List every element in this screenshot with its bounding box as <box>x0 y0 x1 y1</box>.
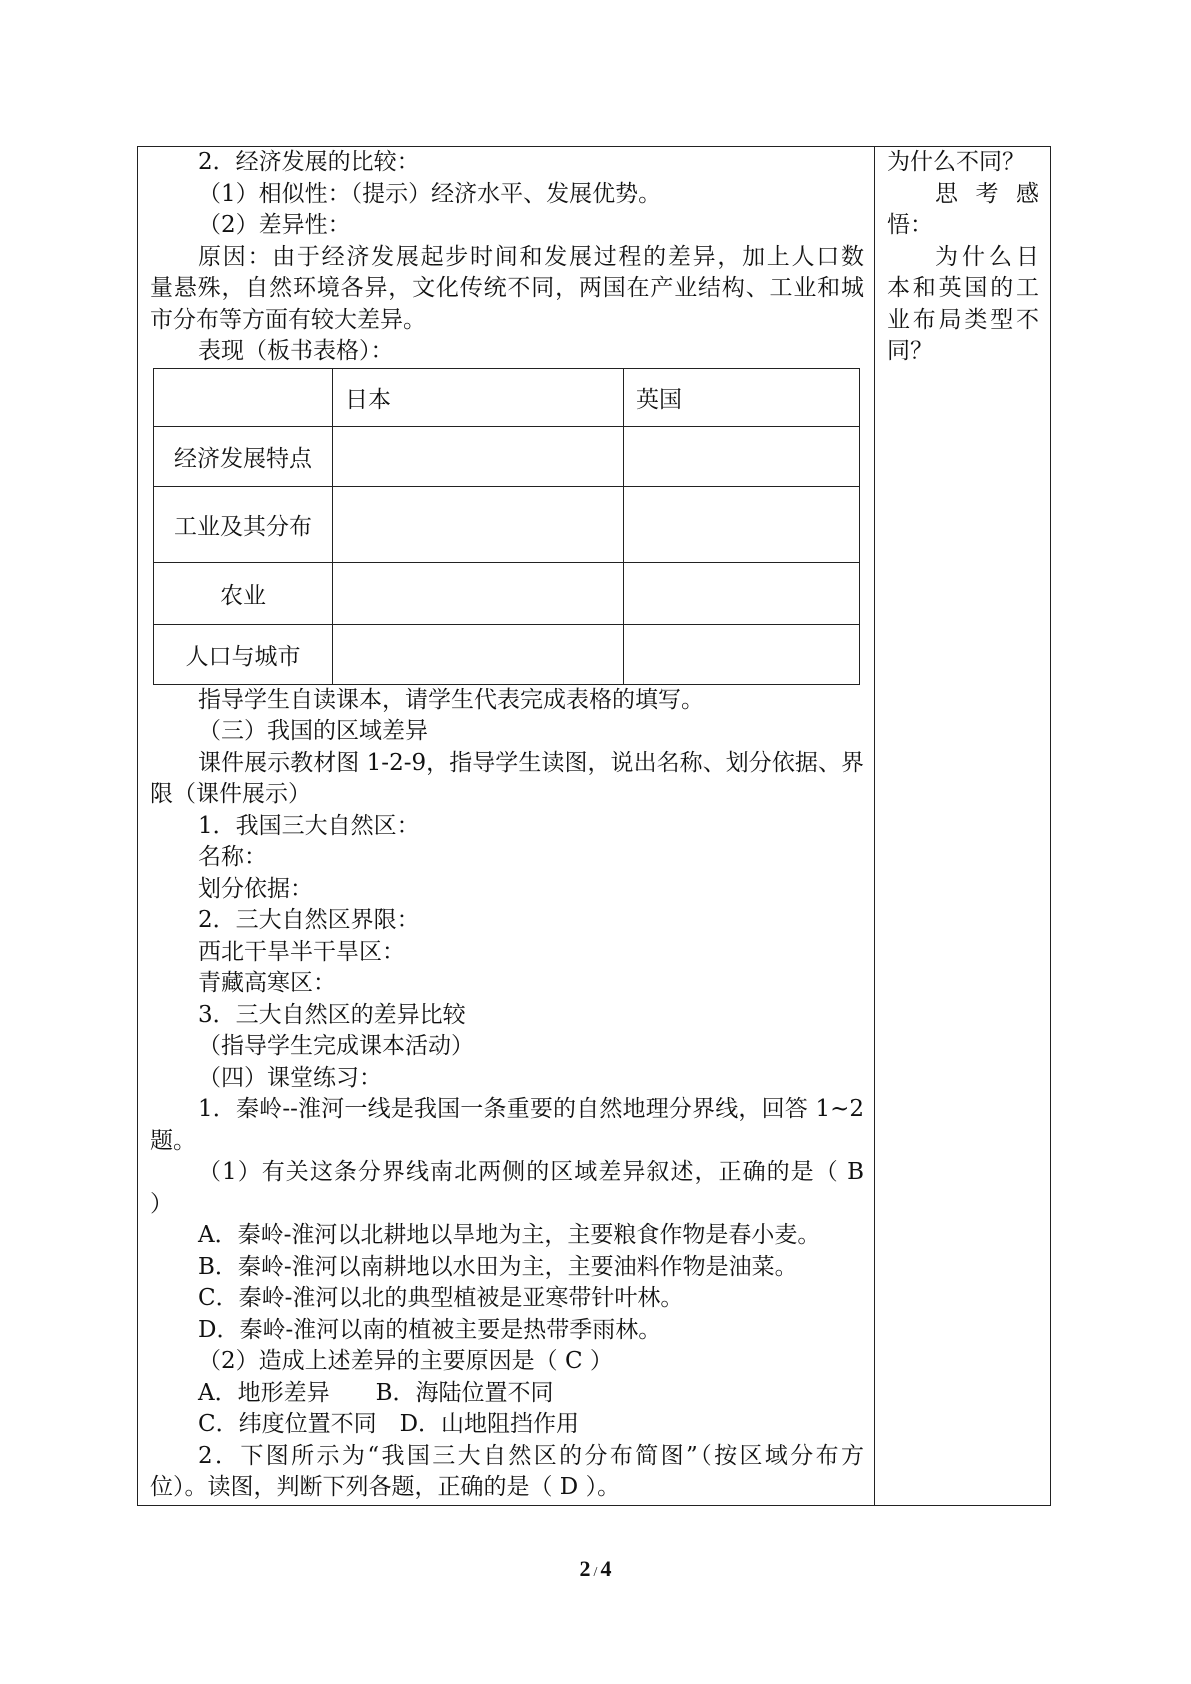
question-1-2-stem: （2）造成上述差异的主要原因是（ C ） <box>198 1348 613 1374</box>
row-label-agriculture: 农业 <box>154 563 333 625</box>
reason-line: 量悬殊，自然环境各异，文化传统不同，两国在产业结构、工业和城 <box>150 275 864 301</box>
question-1-1-option: A．秦岭-淮河以北耕地以旱地为主，主要粮食作物是春小麦。 <box>198 1222 821 1248</box>
question-1-stem: 题。 <box>150 1127 196 1154</box>
table-intro-line: 表现（板书表格）： <box>198 338 394 364</box>
regional-item: 青藏高寒区： <box>198 970 336 996</box>
margin-note-line: 悟： <box>887 212 933 238</box>
cell-uk-agriculture <box>624 563 860 625</box>
question-1-1-stem: （1）有关这条分界线南北两侧的区域差异叙述，正确的是（ B <box>198 1159 864 1185</box>
regional-item: 2．三大自然区界限： <box>198 907 420 933</box>
reason-line: 原因：由于经济发展起步时间和发展过程的差异，加上人口数 <box>198 243 864 270</box>
reason-line: 市分布等方面有较大差异。 <box>150 306 426 333</box>
question-1-1-option: B．秦岭-淮河以南耕地以水田为主，主要油料作物是油菜。 <box>198 1253 798 1280</box>
question-1-stem: 1．秦岭--淮河一线是我国一条重要的自然地理分界线，回答 1~2 <box>198 1096 864 1122</box>
cell-japan-industry <box>333 487 624 563</box>
question-1-1-stem: ） <box>150 1190 173 1217</box>
row-label-economy: 经济发展特点 <box>154 427 333 487</box>
row-label-population-cities: 人口与城市 <box>154 625 333 685</box>
regional-item: 1．我国三大自然区： <box>198 812 420 839</box>
economy-comparison-heading: 2．经济发展的比较： <box>198 149 420 175</box>
margin-note-line: 业布局类型不 <box>887 306 1039 333</box>
cell-uk-population <box>624 625 860 685</box>
margin-note-line: 同？ <box>887 338 933 364</box>
page-total: 4 <box>600 1556 612 1581</box>
difference-line: （2）差异性： <box>198 212 351 238</box>
practice-heading: （四）课堂练习： <box>198 1064 382 1091</box>
page-current: 2 <box>579 1556 591 1581</box>
cell-japan-population <box>333 625 624 685</box>
regional-differences-heading: （三）我国的区域差异 <box>198 718 428 744</box>
courseware-intro-line: 课件展示教材图 1-2-9，指导学生读图，说出名称、划分依据、界 <box>198 749 864 776</box>
margin-note-line: 本和英国的工 <box>887 275 1039 301</box>
question-1-1-option: D．秦岭-淮河以南的植被主要是热带季雨林。 <box>198 1316 662 1343</box>
margin-note-line: 为什么日 <box>935 243 1039 270</box>
margin-note-line: 思考感 <box>935 180 1039 207</box>
margin-notes-column <box>875 147 1050 1505</box>
question-2-stem: 位）。读图，判断下列各题，正确的是（ D ）。 <box>150 1474 621 1500</box>
lesson-plan-table <box>137 146 1051 1506</box>
question-1-2-options: A．地形差异 B．海陆位置不同 <box>198 1379 554 1406</box>
page-separator: / <box>593 1565 598 1580</box>
margin-note-line: 为什么不同？ <box>887 149 1025 175</box>
cell-japan-economy <box>333 427 624 487</box>
page-number <box>0 1553 1191 1589</box>
question-1-2-options: C．纬度位置不同 D．山地阻挡作用 <box>198 1411 580 1437</box>
regional-item: 3．三大自然区的差异比较 <box>198 1001 466 1028</box>
table-corner-cell <box>154 369 333 427</box>
regional-item: （指导学生完成课本活动） <box>198 1033 474 1059</box>
regional-item: 划分依据： <box>198 875 313 902</box>
cell-uk-economy <box>624 427 860 487</box>
courseware-intro-line: 限（课件展示） <box>150 781 311 807</box>
question-2-stem: 2．下图所示为“我国三大自然区的分布简图”（按区域分布方 <box>198 1442 864 1469</box>
similarity-line: （1）相似性：（提示）经济水平、发展优势。 <box>198 180 662 207</box>
regional-item: 名称： <box>198 844 267 870</box>
regional-item: 西北干旱半干旱区： <box>198 938 405 965</box>
row-label-industry: 工业及其分布 <box>154 487 333 563</box>
cell-japan-agriculture <box>333 563 624 625</box>
teaching-content-column <box>138 147 875 1505</box>
cell-uk-industry <box>624 487 860 563</box>
column-header-uk: 英国 <box>624 369 860 427</box>
column-header-japan: 日本 <box>333 369 624 427</box>
table-instruction-line: 指导学生自读课本，请学生代表完成表格的填写。 <box>198 686 704 713</box>
question-1-1-option: C．秦岭-淮河以北的典型植被是亚寒带针叶林。 <box>198 1285 684 1311</box>
japan-uk-comparison-table <box>153 368 860 685</box>
